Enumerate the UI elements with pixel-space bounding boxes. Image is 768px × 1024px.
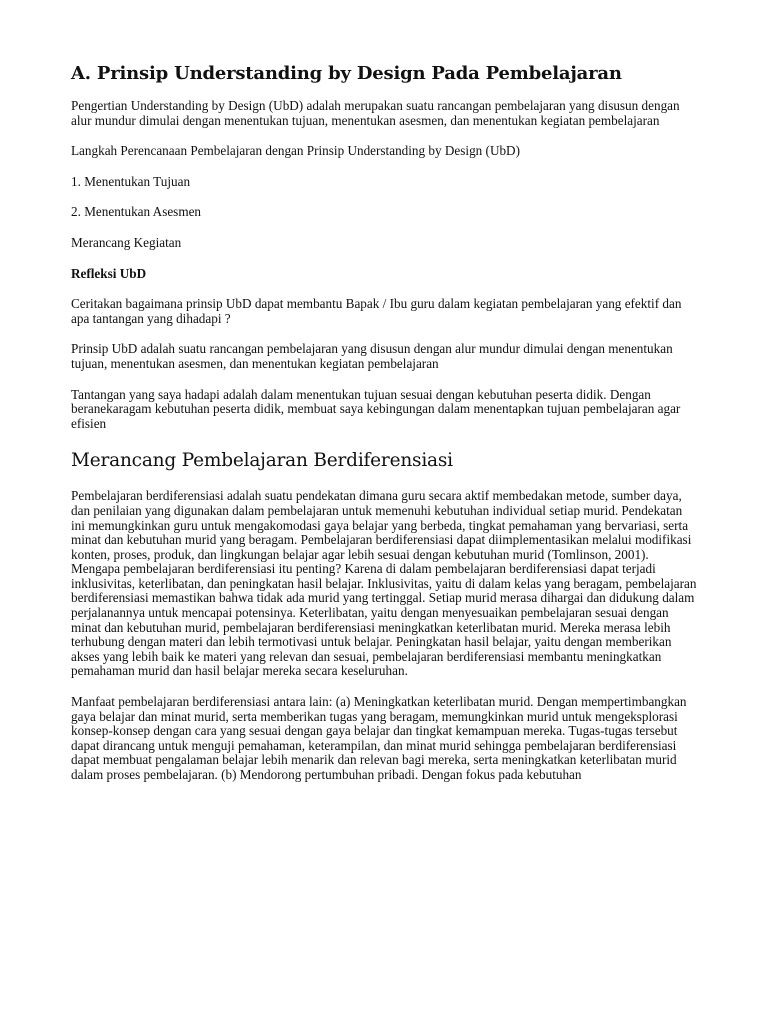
step-2: 2. Menentukan Asesmen xyxy=(71,204,202,220)
refleksi-answer-1: Prinsip UbD adalah suatu rancangan pembelajaran yang disusun dengan alur mundur dimulai dengan menentukan tujuan, menentukan asesmen, dan menentukan kegiatan pembelajaran xyxy=(71,341,673,371)
step-1: 1. Menentukan Tujuan xyxy=(71,173,191,189)
refleksi-answer-2: Tantangan yang saya hadapi adalah dalam menentukan tujuan sesuai dengan kebutuhan peserta didik. Dengan beranekaragam kebutuhan peserta didik, membuat saya kebingungan dalam menentapkan tujuan pembelajaran agar efisien xyxy=(71,386,681,431)
refleksi-question: Ceritakan bagaimana prinsip UbD dapat membantu Bapak / Ibu guru dalam kegiatan pembelajaran yang efektif dan apa tantangan yang dihadapi ? xyxy=(71,296,682,326)
document-page xyxy=(71,62,699,783)
refleksi-heading: Refleksi UbD xyxy=(71,265,147,281)
ubd-definition-paragraph: Pengertian Understanding by Design (UbD) adalah merupakan suatu rancangan pembelajaran yang disusun dengan alur mundur dimulai dengan menentukan tujuan, menentukan asesmen, dan menentukan kegiatan pembelajaran xyxy=(71,98,680,128)
step-3: Merancang Kegiatan xyxy=(71,234,182,250)
section-a-title: A. Prinsip Understanding by Design Pada Pembelajaran xyxy=(71,63,622,84)
section-b-title: Merancang Pembelajaran Berdiferensiasi xyxy=(71,450,453,472)
differentiation-paragraph-1: Pembelajaran berdiferensiasi adalah suatu pendekatan dimana guru secara aktif membedakan metode, sumber daya, dan penilaian yang digunakan dalam pembelajaran untuk memenuhi kebutuhan individual setiap murid. Pendekatan ini memungkinkan guru untuk mengakomodasi gaya belajar yang berbeda, tingkat pemahaman yang bervariasi, serta minat dan kebutuhan murid yang beragam. Pembelajaran berdiferensiasi dapat diimplementasikan melalui modifikasi konten, proses, produk, dan lingkungan belajar agar lebih sesuai dengan kebutuhan murid (Tomlinson, 2001). Mengapa pembelajaran berdiferensiasi itu penting? Karena di dalam pembelajaran berdiferensiasi dapat terjadi inklusivitas, keterlibatan, dan peningkatan hasil belajar. Inklusivitas, yaitu di dalam kelas yang beragam, pembelajaran berdiferensiasi memastikan bahwa tidak ada murid yang tertinggal. Setiap murid merasa dihargai dan didukung dalam perjalanannya untuk mencapai potensinya. Keterlibatan, yaitu dengan menyesuaikan pembelajaran sesuai dengan minat dan kebutuhan murid, pembelajaran berdiferensiasi meningkatkan keterlibatan murid. Mereka merasa lebih terhubung dengan materi dan lebih termotivasi untuk belajar. Peningkatan hasil belajar, yaitu dengan memberikan akses yang lebih baik ke materi yang relevan dan sesuai, pembelajaran berdiferensiasi membantu meningkatkan pemahaman murid dan hasil belajar mereka secara keseluruhan. xyxy=(71,488,697,679)
differentiation-paragraph-2: Manfaat pembelajaran berdiferensiasi antara lain: (a) Meningkatkan keterlibatan murid. Dengan mempertimbangkan gaya belajar dan minat murid, serta memberikan tugas yang beragam, memungkinkan murid untuk mengeksplorasi konsep-konsep dengan cara yang sesuai dengan gaya belajar dan tingkat kemampuan mereka. Tugas-tugas tersebut dapat dirancang untuk menguji pemahaman, keterampilan, dan minat murid sehingga pembelajaran berdiferensiasi dapat membuat pengalaman belajar lebih menarik dan relevan bagi mereka, serta meningkatkan keterlibatan murid dalam proses pembelajaran. (b) Mendorong pertumbuhan pribadi. Dengan fokus pada kebutuhan xyxy=(71,694,687,782)
steps-heading: Langkah Perencanaan Pembelajaran dengan Prinsip Understanding by Design (UbD) xyxy=(71,143,520,159)
